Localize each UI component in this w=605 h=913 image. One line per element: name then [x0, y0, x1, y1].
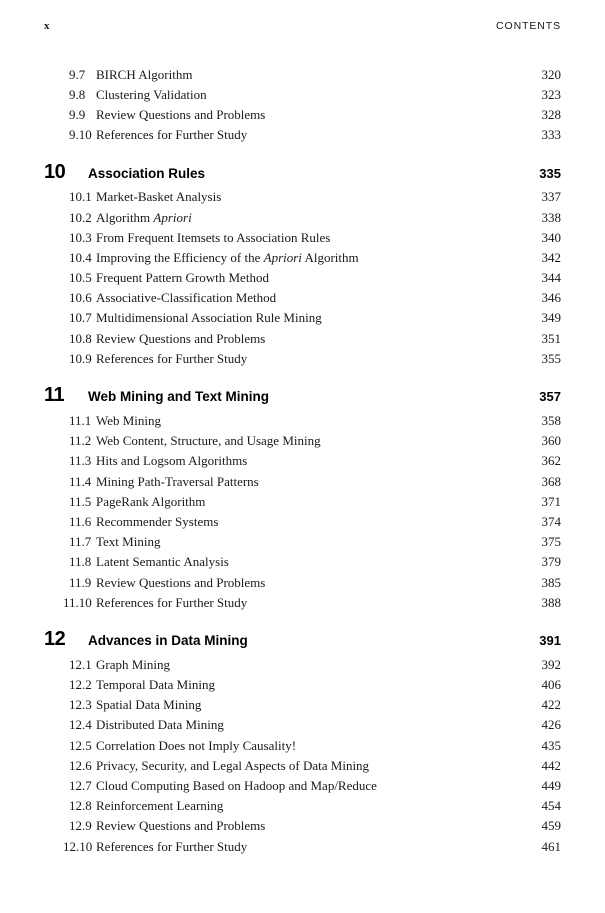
toc-section-entry[interactable] [44, 308, 561, 328]
section-title: Web Mining [96, 413, 162, 429]
section-number: 11.10 [63, 594, 92, 610]
toc-section-entry[interactable] [44, 471, 561, 491]
toc-section-entry[interactable] [44, 410, 561, 430]
section-number: 10.2 [69, 209, 92, 225]
section-title: Recommender Systems [96, 513, 219, 529]
chapter-number: 11 [44, 384, 65, 407]
section-title: Algorithm Apriori [96, 209, 192, 225]
section-title: PageRank Algorithm [96, 493, 206, 509]
page-number: 320 [541, 66, 561, 82]
page-number: 391 [539, 633, 561, 649]
section-number: 11.2 [69, 433, 92, 449]
page-number: 351 [541, 330, 561, 346]
toc-section-entry[interactable] [44, 328, 561, 348]
page-header [44, 20, 561, 32]
section-number: 12.8 [69, 798, 92, 814]
page-number: 328 [541, 106, 561, 122]
toc-section-entry[interactable] [44, 796, 561, 816]
section-number: 12.9 [69, 818, 92, 834]
page-number: 385 [541, 574, 561, 590]
running-head: CONTENTS [496, 20, 561, 32]
page-number: 442 [541, 757, 561, 773]
section-title: Frequent Pattern Growth Method [96, 270, 269, 286]
chapter-number: 12 [44, 628, 66, 651]
page-number: 388 [541, 594, 561, 610]
section-title: Market-Basket Analysis [96, 189, 222, 205]
section-number: 10.8 [69, 330, 92, 346]
toc-section-entry[interactable] [44, 836, 561, 856]
page-number: 379 [541, 554, 561, 570]
toc-section-entry[interactable] [44, 511, 561, 531]
section-title: Temporal Data Mining [96, 677, 215, 693]
section-title: Associative-Classification Method [96, 290, 277, 306]
section-number: 12.5 [69, 737, 92, 753]
page-number: 323 [541, 86, 561, 102]
section-title: Distributed Data Mining [96, 717, 224, 733]
section-number: 11.5 [69, 493, 92, 509]
section-number: 9.8 [69, 86, 86, 102]
page-number: 342 [541, 249, 561, 265]
section-number: 10.4 [69, 249, 92, 265]
toc-section-entry[interactable] [44, 104, 561, 124]
section-number: 12.10 [63, 838, 93, 854]
toc-section-entry[interactable] [44, 654, 561, 674]
page-number: 426 [541, 717, 561, 733]
section-title: Mining Path-Traversal Patterns [96, 473, 259, 489]
page-number: 461 [541, 838, 561, 854]
toc-section-entry[interactable] [44, 592, 561, 612]
section-number: 12.2 [69, 677, 92, 693]
section-number: 12.6 [69, 757, 92, 773]
toc-section-entry[interactable] [44, 288, 561, 308]
section-number: 10.1 [69, 189, 92, 205]
section-title: Multidimensional Association Rule Mining [96, 310, 322, 326]
section-title: Review Questions and Problems [96, 818, 266, 834]
section-number: 11.1 [69, 413, 92, 429]
toc-chapter-entry[interactable] [44, 385, 561, 405]
section-title: Graph Mining [96, 656, 171, 672]
page-number: 333 [541, 127, 561, 143]
toc-section-entry[interactable] [44, 532, 561, 552]
section-title: Improving the Efficiency of the Apriori Algorithm [96, 249, 359, 265]
page-number: 338 [541, 209, 561, 225]
toc-section-entry[interactable] [44, 491, 561, 511]
page-number: 422 [541, 697, 561, 713]
toc-section-entry[interactable] [44, 675, 561, 695]
section-number: 11.3 [69, 453, 92, 469]
toc-section-entry[interactable] [44, 64, 561, 84]
section-title: References for Further Study [96, 350, 248, 366]
toc-section-entry[interactable] [44, 695, 561, 715]
chapter-number: 10 [44, 160, 66, 183]
toc-section-entry[interactable] [44, 451, 561, 471]
section-number: 11.9 [69, 574, 92, 590]
toc-section-entry[interactable] [44, 125, 561, 145]
toc-section-entry[interactable] [44, 207, 561, 227]
page-number: 360 [541, 433, 561, 449]
section-title: Review Questions and Problems [96, 106, 266, 122]
page-number: 368 [541, 473, 561, 489]
toc-chapter-entry[interactable] [44, 162, 561, 182]
page-number: 449 [541, 778, 561, 794]
toc-section-entry[interactable] [44, 735, 561, 755]
page-number: 459 [541, 818, 561, 834]
page-number: 375 [541, 534, 561, 550]
page-number: 349 [541, 310, 561, 326]
toc-section-entry[interactable] [44, 552, 561, 572]
section-number: 11.4 [69, 473, 92, 489]
page-number: 335 [539, 165, 561, 181]
section-title: Privacy, Security, and Legal Aspects of Data Mining [96, 757, 370, 773]
toc-section-entry[interactable] [44, 84, 561, 104]
section-title: Review Questions and Problems [96, 330, 266, 346]
page-number: 392 [541, 656, 561, 672]
section-title: Reinforcement Learning [96, 798, 224, 814]
section-title: BIRCH Algorithm [96, 66, 193, 82]
table-of-contents [44, 64, 561, 856]
section-title: Web Content, Structure, and Usage Mining [96, 433, 321, 449]
toc-section-entry[interactable] [44, 775, 561, 795]
section-number: 9.9 [69, 106, 86, 122]
section-number: 11.7 [69, 534, 92, 550]
section-number: 9.7 [69, 66, 86, 82]
page-number: 362 [541, 453, 561, 469]
toc-section-entry[interactable] [44, 268, 561, 288]
section-number: 12.1 [69, 656, 92, 672]
toc-section-entry[interactable] [44, 572, 561, 592]
page-number: 454 [541, 798, 561, 814]
toc-section-entry[interactable] [44, 227, 561, 247]
section-title: Text Mining [96, 534, 161, 550]
toc-section-entry[interactable] [44, 431, 561, 451]
section-number: 10.7 [69, 310, 92, 326]
toc-chapter-entry[interactable] [44, 629, 561, 649]
page-number: 344 [541, 270, 561, 286]
chapter-title: Advances in Data Mining [88, 633, 248, 649]
page-number: 346 [541, 290, 561, 306]
section-number: 12.7 [69, 778, 92, 794]
section-number: 12.3 [69, 697, 92, 713]
page-number: 340 [541, 229, 561, 245]
page-number: 337 [541, 189, 561, 205]
toc-section-entry[interactable] [44, 348, 561, 368]
section-number: 9.10 [69, 127, 92, 143]
toc-section-entry[interactable] [44, 755, 561, 775]
section-title: References for Further Study [96, 594, 248, 610]
page-number: 357 [539, 389, 561, 405]
section-title: Cloud Computing Based on Hadoop and Map/Reduce [96, 778, 377, 794]
section-number: 10.6 [69, 290, 92, 306]
section-number: 10.9 [69, 350, 92, 366]
page-number: 358 [541, 413, 561, 429]
section-title: Correlation Does not Imply Causality! [96, 737, 297, 753]
page-number: 406 [541, 677, 561, 693]
section-number: 11.6 [69, 513, 92, 529]
section-number: 10.3 [69, 229, 92, 245]
section-title: References for Further Study [96, 127, 248, 143]
folio-number: x [44, 20, 50, 32]
section-title: Hits and Logsom Algorithms [96, 453, 248, 469]
section-title: Review Questions and Problems [96, 574, 266, 590]
toc-section-entry[interactable] [44, 247, 561, 267]
toc-section-entry[interactable] [44, 187, 561, 207]
section-title: Spatial Data Mining [96, 697, 202, 713]
section-title: From Frequent Itemsets to Association Rules [96, 229, 331, 245]
toc-section-entry[interactable] [44, 715, 561, 735]
section-title: References for Further Study [96, 838, 248, 854]
page-number: 355 [541, 350, 561, 366]
section-number: 11.8 [69, 554, 92, 570]
section-number: 10.5 [69, 270, 92, 286]
section-title: Clustering Validation [96, 86, 207, 102]
section-title: Latent Semantic Analysis [96, 554, 229, 570]
page-number: 374 [541, 513, 561, 529]
section-number: 12.4 [69, 717, 92, 733]
page-number: 435 [541, 737, 561, 753]
chapter-title: Association Rules [88, 165, 206, 181]
page-number: 371 [541, 493, 561, 509]
toc-section-entry[interactable] [44, 816, 561, 836]
chapter-title: Web Mining and Text Mining [88, 389, 269, 405]
